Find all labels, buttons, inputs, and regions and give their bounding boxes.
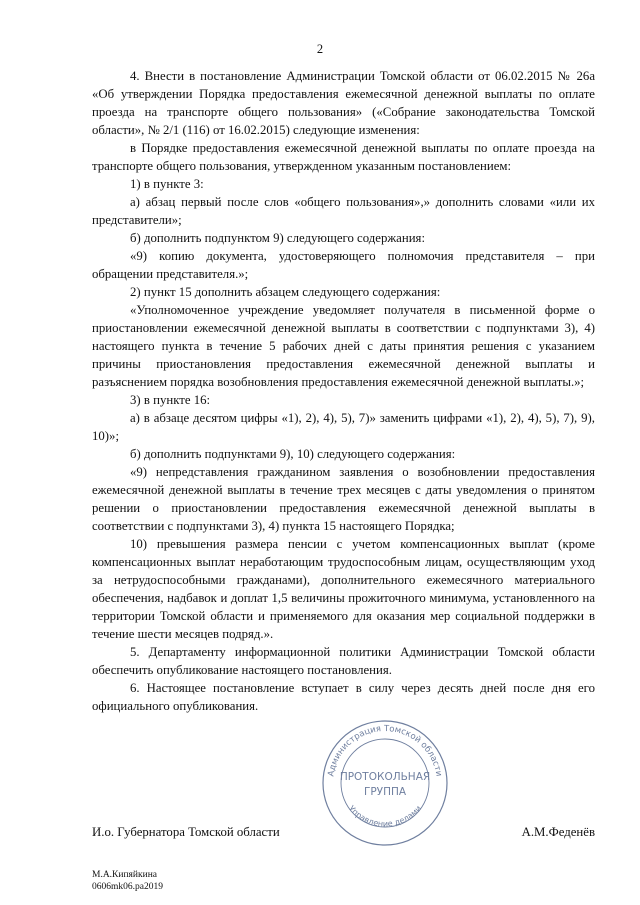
paragraph-subitem-1: 1) в пункте 3: — [130, 177, 204, 191]
paragraph-item-6: 6. Настоящее постановление вступает в силу через десять дней после дня его официального опубликования. — [92, 681, 595, 713]
stamp-bottom-text: Управление делами — [346, 803, 424, 829]
stamp-outer-text: Администрация Томской области — [326, 723, 444, 778]
signer-name: А.М.Феденёв — [521, 825, 595, 839]
paragraph-item-5: 5. Департаменту информационной политики Администрации Томской области обеспечить опубликование настоящего постановления. — [92, 645, 595, 677]
paragraph-subitem-1b: б) дополнить подпунктом 9) следующего содержания: — [130, 231, 426, 245]
executor-name: М.А.Кипяйкина — [92, 870, 158, 880]
paragraph-subitem-1a: а) абзац первый после слов «общего пользования»,» дополнить словами «или их представители»; — [92, 195, 595, 227]
paragraph-amendments-intro: в Порядке предоставления ежемесячной денежной выплаты по оплате проезда на транспорте общего пользования, утвержденном указанным постановлением: — [92, 141, 595, 173]
paragraph-quote-9: «9) копию документа, удостоверяющего полномочия представителя – при обращении представителя.»; — [92, 249, 595, 281]
paragraph-quote-notification: «Уполномоченное учреждение уведомляет получателя в письменной форме о приостановлении ежемесячной денежной выплаты в соответствии с подпунктами 3), 4) настоящего пункта в течение 5 рабочих дней с даты принятия решения с указанием причины приостановления предоставления ежемесячной денежной выплаты и разъяснением порядка возобновления предоставления ежемесячной денежной выплаты.»; — [92, 303, 595, 389]
paragraph-subitem-3a: а) в абзаце десятом цифры «1), 2), 4), 5), 7)» заменить цифрами «1), 2), 4), 5), 7), 9), 10)»; — [92, 411, 595, 443]
executor-note — [92, 869, 163, 893]
paragraph-subitem-3b: б) дополнить подпунктами 9), 10) следующего содержания: — [130, 447, 456, 461]
document-body — [92, 67, 595, 715]
paragraph-quote-9-nonsubmission: «9) непредставления гражданином заявления о возобновлении предоставления ежемесячной денежной выплаты в течение трех месяцев с даты уведомления о принятом решении о приостановлении предоставления ежемесячной денежной выплаты в соответствии с подпунктами 3), 4) пункта 15 настоящего Порядка; — [92, 465, 595, 533]
paragraph-quote-10-pension: 10) превышения размера пенсии с учетом компенсационных выплат (кроме компенсационных выплат неработающим трудоспособным лицам, осуществляющим уход за нетрудоспособными гражданами), дополнительного ежемесячного материального обеспечения, надбавок и доплат 1,5 величины прожиточного минимума, установленного на территории Томской области и применяемого для оказания мер социальной поддержки в течение шести месяцев подряд.». — [92, 537, 595, 641]
executor-code: 0606mk06.pa2019 — [92, 882, 163, 892]
stamp-inner-line2: ГРУППА — [363, 786, 407, 798]
signature-row — [92, 825, 595, 845]
paragraph-subitem-2: 2) пункт 15 дополнить абзацем следующего содержания: — [130, 285, 441, 299]
page-number: 2 — [316, 42, 324, 56]
signer-title: И.о. Губернатора Томской области — [92, 825, 280, 839]
paragraph-item-4: 4. Внести в постановление Администрации Томской области от 06.02.2015 № 26а «Об утверждении Порядка предоставления ежемесячной денежной выплаты по оплате проезда на транспорте общего пользования» («Собрание законодательства Томской области», № 2/1 (116) от 16.02.2015) следующие изменения: — [92, 69, 595, 137]
stamp-inner-line1: ПРОТОКОЛЬНАЯ — [339, 771, 431, 783]
paragraph-subitem-3: 3) в пункте 16: — [130, 393, 211, 407]
